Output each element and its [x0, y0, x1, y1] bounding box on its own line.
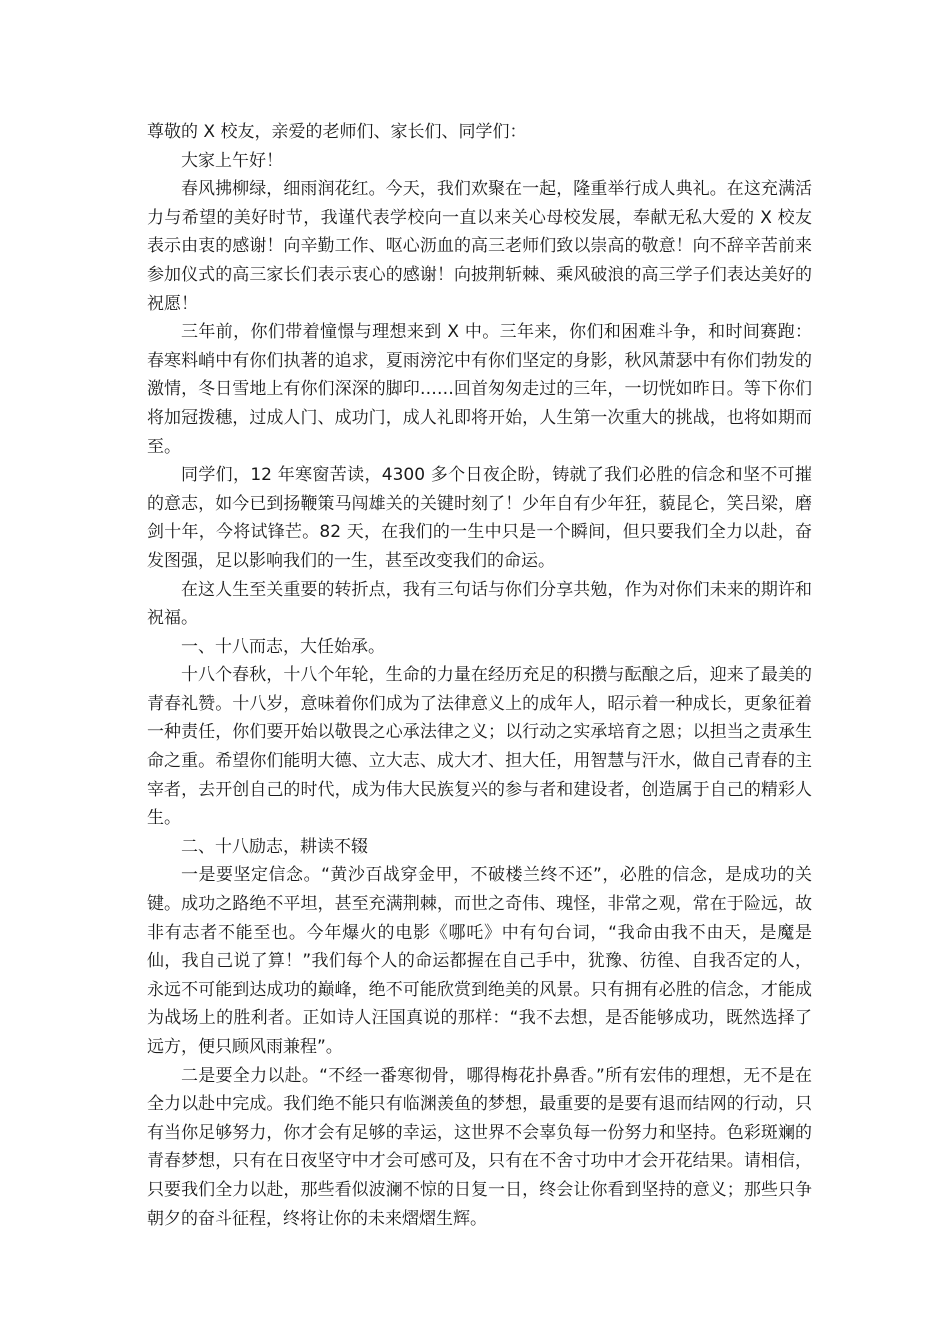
eighteen-paragraph: 十八个春秋，十八个年轮，生命的力量在经历充足的积攒与酝酿之后，迎来了最美的青春礼赞。十八岁，意味着你们成为了法律意义上的成年人，昭示着一种成长，更象征着一种责任，你们要开始以敬畏之心承法律之义；以行动之实承培育之恩；以担当之责承生命之重。希望你们能明大德、立大志、成大才、担大任，用智慧与汗水，做自己青春的主宰者，去开创自己的时代，成为伟大民族复兴的参与者和建设者，创造属于自己的精彩人生。: [147, 665, 812, 829]
effort-paragraph: 二是要全力以赴。“不经一番寒彻骨，哪得梅花扑鼻香。”所有宏伟的理想，无不是在全力以赴中完成。我们绝不能只有临渊羡鱼的梦想，最重要的是要有退而结网的行动，只有当你足够努力，你才会有足够的幸运，这世界不会辜负每一份努力和坚持。色彩斑斓的青春梦想，只有在日夜坚守中才会可感可及，只有在不舍寸功中才会开花结果。请相信，只要我们全力以赴，那些看似波澜不惊的日复一日，终会让你看到坚持的意义；那些只争朝夕的奋斗征程，终将让你的未来熠熠生辉。: [147, 1065, 812, 1229]
section-heading-1: 一、十八而志，大任始承。: [181, 636, 385, 657]
section-heading-2: 二、十八励志，耕读不辍: [181, 836, 368, 857]
document-page: [147, 118, 812, 1233]
greeting-paragraph: 大家上午好！: [181, 150, 283, 171]
turning-point-paragraph: 在这人生至关重要的转折点，我有三句话与你们分享共勉，作为对你们未来的期许和祝福。: [147, 579, 812, 629]
belief-paragraph: 一是要坚定信念。“黄沙百战穿金甲，不破楼兰终不还”，必胜的信念，是成功的关键。成功之路绝不平坦，甚至充满荆棘，而世之奇伟、瑰怪，非常之观，常在于险远，故非有志者不能至也。今年爆火的电影《哪吒》中有句台词，“我命由我不由天，是魔是仙，我自己说了算！”我们每个人的命运都握在自己手中，犹豫、彷徨、自我否定的人，永远不可能到达成功的巅峰，绝不可能欣赏到绝美的风景。只有拥有必胜的信念，才能成为战场上的胜利者。正如诗人汪国真说的那样：“我不去想，是否能够成功，既然选择了远方，便只顾风雨兼程”。: [147, 865, 812, 1057]
salutation: 尊敬的 X 校友，亲爱的老师们、家长们、同学们：: [147, 122, 527, 142]
classmates-paragraph: 同学们，12 年寒窗苦读，4300 多个日夜企盼，铸就了我们必胜的信念和坚不可摧的意志，如今已到扬鞭策马闯雄关的关键时刻了！少年自有少年狂，藐昆仑，笑吕梁，磨剑十年，今将试锋芒。82 天，在我们的一生中只是一个瞬间，但只要我们全力以赴，奋发图强，足以影响我们的一生，甚至改变我们的命运。: [147, 465, 812, 571]
opening-paragraph: 春风拂柳绿，细雨润花红。今天，我们欢聚在一起，隆重举行成人典礼。在这充满活力与希望的美好时节，我谨代表学校向一直以来关心母校发展，奉献无私大爱的 X 校友表示由衷的感谢！向辛勤工作、呕心沥血的高三老师们致以崇高的敬意！向不辞辛苦前来参加仪式的高三家长们表示衷心的感谢！向披荆斩棘、乘风破浪的高三学子们表达美好的祝愿！: [147, 179, 812, 314]
three-years-paragraph: 三年前，你们带着憧憬与理想来到 X 中。三年来，你们和困难斗争，和时间赛跑：春寒料峭中有你们执著的追求，夏雨滂沱中有你们坚定的身影，秋风萧瑟中有你们勃发的激情，冬日雪地上有你们深深的脚印……回首匆匆走过的三年，一切恍如昨日。等下你们将加冠拨穗，过成人门、成功门，成人礼即将开始，人生第一次重大的挑战，也将如期而至。: [147, 322, 812, 457]
